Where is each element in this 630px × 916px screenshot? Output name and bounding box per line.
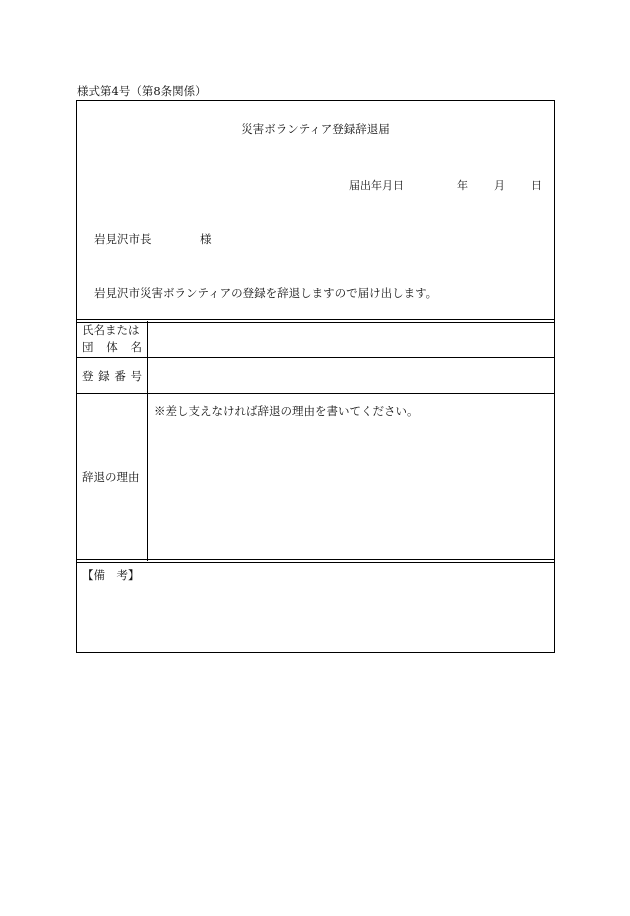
label-char: 名 [130, 340, 142, 354]
label-char: 団 [82, 340, 94, 354]
remarks-input-cell[interactable] [77, 585, 554, 652]
name-label-line1: 氏名または [82, 323, 140, 337]
date-month: 月 [494, 179, 505, 192]
name-label [82, 322, 142, 356]
recipient-honorific: 様 [200, 232, 212, 246]
reason-note: ※差し支えなければ辞退の理由を書いてください。 [154, 404, 419, 418]
form-title: 災害ボランティア登録辞退届 [241, 122, 390, 136]
name-label-line2 [82, 339, 142, 356]
label-char: 体 [106, 340, 118, 354]
form-number-label: 様式第4号（第8条関係） [77, 84, 207, 98]
date-year: 年 [457, 179, 468, 192]
table-bottom-rule [77, 559, 554, 563]
remarks-label: 【備 考】 [82, 568, 140, 582]
recipient-name: 岩見沢市長 [94, 232, 152, 246]
withdrawal-statement: 岩見沢市災害ボランティアの登録を辞退しますので届け出します。 [94, 286, 438, 300]
date-day: 日 [531, 179, 542, 192]
reason-label: 辞退の理由 [82, 470, 140, 484]
registration-number-input-cell[interactable] [148, 358, 554, 393]
label-char: 番 [114, 369, 126, 383]
name-input-cell[interactable] [148, 321, 554, 357]
form-frame [76, 100, 555, 653]
reason-input-cell[interactable] [148, 421, 554, 559]
label-char: 録 [98, 369, 110, 383]
label-char: 登 [82, 369, 94, 383]
registration-number-label [82, 368, 142, 385]
date-label: 届出年月日 [349, 179, 404, 192]
recipient [94, 231, 212, 247]
label-char: 号 [130, 369, 142, 383]
row-divider [77, 393, 554, 394]
